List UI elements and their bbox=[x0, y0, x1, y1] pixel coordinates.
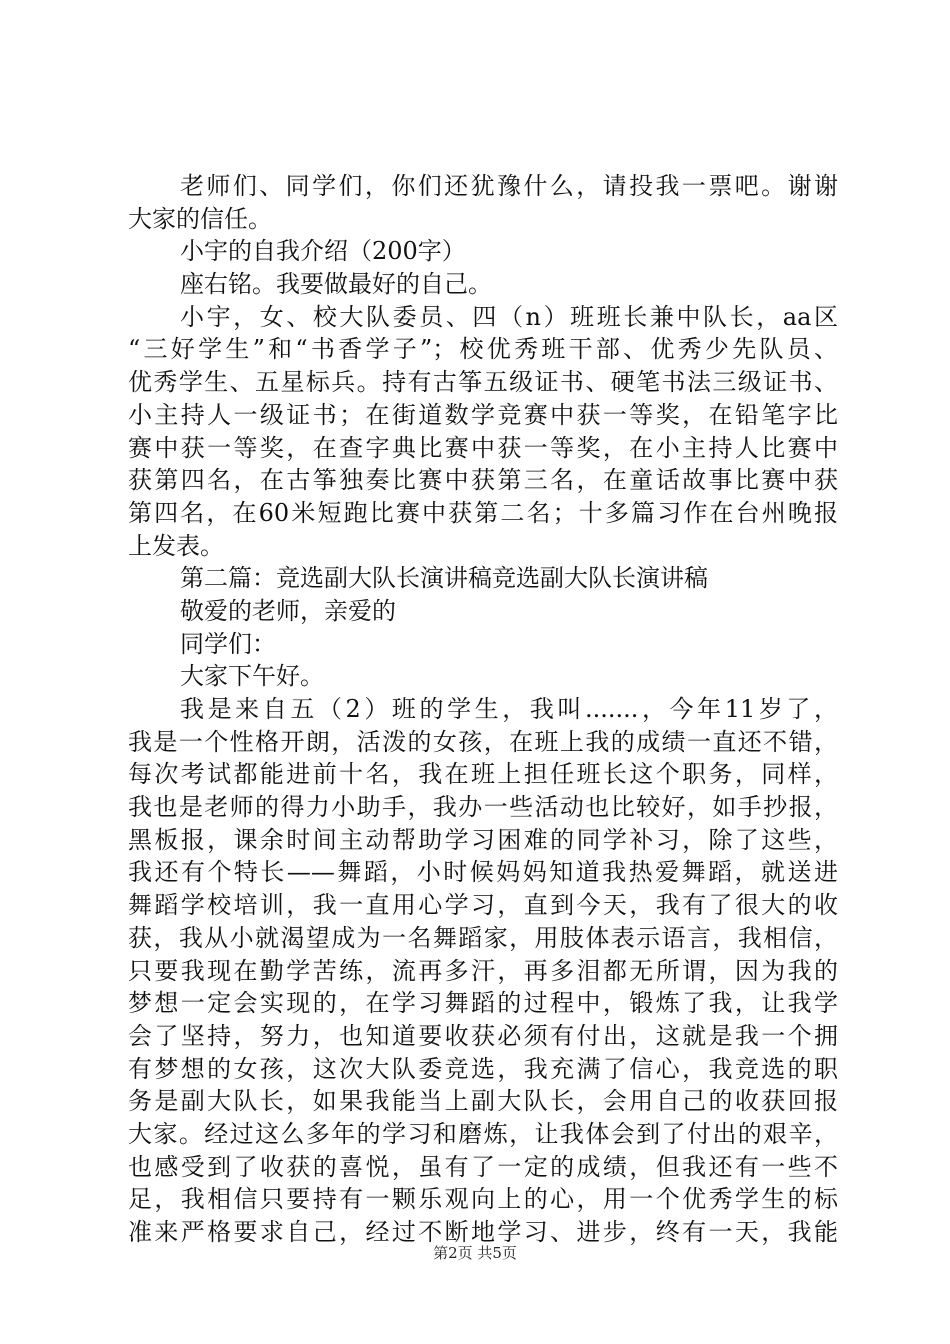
paragraph-line: 大家。经过这么多年的学习和磨炼，让我体会到了付出的艰辛， bbox=[128, 1119, 838, 1148]
paragraph-line: 我是来自五（2）班的学生，我叫.......，今年11岁了， bbox=[180, 695, 838, 723]
paragraph-line: 敬爱的老师，亲爱的 bbox=[180, 596, 396, 625]
paragraph-line: 也感受到了收获的喜悦，虽有了一定的成绩，但我还有一些不 bbox=[128, 1152, 838, 1181]
paragraph-line: 准来严格要求自己，经过不断地学习、进步，终有一天，我能 bbox=[128, 1218, 838, 1246]
paragraph-line: 获第四名，在古筝独奏比赛中获第三名，在童话故事比赛中获 bbox=[128, 466, 838, 495]
paragraph-line: 黑板报，课余时间主动帮助学习困难的同学补习，除了这些， bbox=[128, 825, 838, 854]
paragraph-line: 足，我相信只要持有一颗乐观向上的心，用一个优秀学生的标 bbox=[128, 1185, 838, 1214]
paragraph-line: 大家的信任。 bbox=[128, 204, 272, 233]
section-heading: 第二篇：竞选副大队长演讲稿竞选副大队长演讲稿 bbox=[180, 564, 708, 593]
paragraph-line: 第四名，在60米短跑比赛中获第二名；十多篇习作在台州晚报 bbox=[128, 498, 838, 527]
paragraph-line: 小主持人一级证书；在街道数学竞赛中获一等奖，在铅笔字比 bbox=[128, 400, 838, 429]
paragraph-line: 获，我从小就渴望成为一名舞蹈家，用肢体表示语言，我相信， bbox=[128, 923, 838, 952]
paragraph-line: “三好学生”和“书香学子”；校优秀班干部、优秀少先队员、 bbox=[128, 335, 838, 364]
paragraph-line: 优秀学生、五星标兵。持有古筝五级证书、硬笔书法三级证书、 bbox=[128, 368, 838, 397]
paragraph-line: 大家下午好。 bbox=[180, 662, 324, 691]
paragraph-line: 我也是老师的得力小助手，我办一些活动也比较好，如手抄报， bbox=[128, 793, 838, 822]
paragraph-line: 我还有个特长——舞蹈，小时候妈妈知道我热爱舞蹈，就送进 bbox=[128, 858, 838, 887]
paragraph-line: 务是副大队长，如果我能当上副大队长，会用自己的收获回报 bbox=[128, 1087, 838, 1116]
paragraph-line: 同学们： bbox=[180, 629, 276, 658]
paragraph-line: 只要我现在勤学苦练，流再多汗，再多泪都无所谓，因为我的 bbox=[128, 956, 838, 985]
paragraph-line: 座右铭。我要做最好的自己。 bbox=[180, 270, 492, 299]
paragraph-line: 有梦想的女孩，这次大队委竞选，我充满了信心，我竞选的职 bbox=[128, 1054, 838, 1083]
paragraph-line: 舞蹈学校培训，我一直用心学习，直到今天，我有了很大的收 bbox=[128, 891, 838, 920]
paragraph-line: 上发表。 bbox=[128, 531, 224, 560]
paragraph-line: 梦想一定会实现的，在学习舞蹈的过程中，锻炼了我，让我学 bbox=[128, 989, 838, 1018]
document-body bbox=[128, 170, 838, 1249]
paragraph-line: 老师们、同学们，你们还犹豫什么，请投我一票吧。谢谢 bbox=[180, 172, 838, 200]
page-indicator: 第2页 共5页 bbox=[433, 1244, 517, 1262]
section-heading: 小宇的自我介绍（200字） bbox=[180, 237, 466, 266]
paragraph-line: 赛中获一等奖，在查字典比赛中获一等奖，在小主持人比赛中 bbox=[128, 433, 838, 462]
paragraph-line: 我是一个性格开朗，活泼的女孩，在班上我的成绩一直还不错， bbox=[128, 727, 838, 756]
paragraph-line: 每次考试都能进前十名，我在班上担任班长这个职务，同样， bbox=[128, 760, 838, 789]
paragraph-line: 小宇，女、校大队委员、四（n）班班长兼中队长，aa区 bbox=[180, 302, 838, 331]
paragraph-line: 会了坚持，努力，也知道要收获必须有付出，这就是我一个拥 bbox=[128, 1021, 838, 1050]
